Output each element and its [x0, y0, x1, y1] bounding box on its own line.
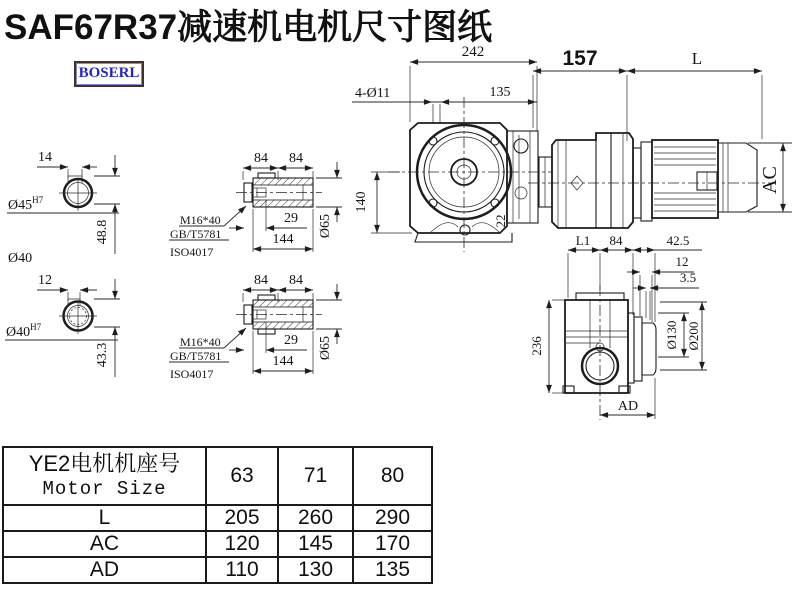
dim-outer-dia: Ø65 — [318, 213, 333, 239]
cell: 130 — [278, 557, 353, 583]
dim-mid: 84 — [609, 233, 623, 248]
cell: 170 — [353, 531, 432, 557]
dim-flange-dia: Ø200 — [686, 321, 701, 351]
dim-hole-span: 135 — [489, 85, 511, 100]
table-header-row — [3, 447, 432, 505]
dim-flange-t: 12 — [675, 254, 689, 269]
dim-keyway-depth-40: 43.3 — [95, 342, 110, 368]
label-shaft-dia-40: Ø40 — [8, 251, 33, 266]
dim-bolt-len: 29 — [284, 333, 298, 348]
header-size-63: 63 — [206, 447, 278, 505]
label-std2: ISO4017 — [170, 245, 214, 259]
dim-seg-a: 84 — [254, 273, 268, 288]
view-shaft-40-section — [5, 273, 120, 377]
label-std1: GB/T5781 — [170, 349, 222, 363]
table-row-L — [3, 505, 432, 531]
dim-l1: L1 — [575, 233, 591, 248]
header-motor-size-en: Motor Size — [42, 478, 167, 500]
view-front — [352, 44, 552, 252]
label-thread: M16*40 — [180, 335, 221, 349]
dim-seg-a: 84 — [254, 151, 268, 166]
dim-foot-offset: 22 — [493, 214, 508, 228]
dim-seg-b: 84 — [289, 273, 303, 288]
cell: 260 — [278, 505, 353, 531]
label-std2: ISO4017 — [170, 367, 214, 381]
dim-seg-b: 84 — [289, 151, 303, 166]
header-motor-size-cn: YE2电机机座号 — [28, 451, 181, 476]
dim-spigot-dia: Ø130 — [664, 320, 679, 350]
dim-total-len: 144 — [272, 232, 294, 247]
dim-total-len: 144 — [272, 354, 294, 369]
cell: 120 — [206, 531, 278, 557]
dim-overall-width: 242 — [461, 44, 485, 60]
dim-edge: 42.5 — [666, 233, 690, 248]
header-size-71: 71 — [278, 447, 353, 505]
dim-overall-h: 236 — [529, 336, 544, 356]
table-row-AD — [3, 557, 432, 583]
label-std1: GB/T5781 — [170, 227, 222, 241]
view-bushing-bottom — [169, 273, 342, 381]
view-shaft-45-section — [7, 150, 120, 266]
row-label: AC — [3, 531, 206, 557]
row-label: L — [3, 505, 206, 531]
cell: 110 — [206, 557, 278, 583]
view-side — [528, 47, 792, 228]
cell: 135 — [353, 557, 432, 583]
label-thread: M16*40 — [180, 213, 221, 227]
table-row-AC — [3, 531, 432, 557]
dim-bore-45: $Ø45^{H7}$ — [8, 195, 44, 213]
dim-bolt-len: 29 — [284, 211, 298, 226]
label-bolt-holes: 4-Ø11 — [355, 86, 391, 101]
cell: 290 — [353, 505, 432, 531]
row-label: AD — [3, 557, 206, 583]
cell: 145 — [278, 531, 353, 557]
dim-keyway-width-40: 12 — [38, 273, 52, 288]
dim-gearbox-length: 157 — [562, 47, 598, 70]
header-size-80: 80 — [353, 447, 432, 505]
dim-bore-40: $Ø40^{H7}$ — [6, 322, 42, 340]
dim-motor-od: AC — [759, 166, 781, 194]
motor-size-table — [2, 446, 433, 584]
dim-center-height: 140 — [354, 191, 369, 213]
view-rear — [529, 233, 707, 420]
view-bushing-top — [169, 151, 342, 259]
dim-keyway-width-45: 14 — [38, 150, 52, 165]
dim-keyway-depth-45: 48.8 — [95, 219, 110, 245]
dim-motor-length: L — [691, 49, 703, 68]
header-motor-size — [3, 447, 206, 505]
dim-spigot-t: 3.5 — [679, 270, 697, 285]
brand-logo: BOSERL — [74, 61, 144, 87]
dim-width-ad: AD — [617, 399, 639, 414]
page-title: SAF67R37减速机电机尺寸图纸 — [4, 8, 493, 47]
cell: 205 — [206, 505, 278, 531]
dim-outer-dia: Ø65 — [318, 335, 333, 361]
